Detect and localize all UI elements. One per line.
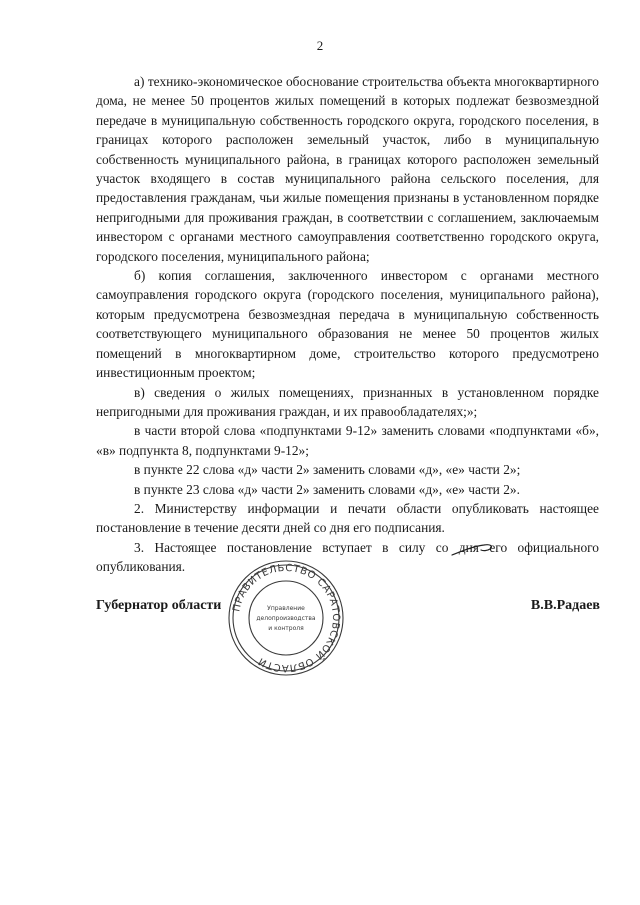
document-body — [96, 72, 599, 577]
paragraph-part-two: в части второй слова «подпунктами 9-12» заменить словами «подпунктами «б», «в» подпункта 8, подпунктами 9-12»; — [96, 423, 599, 458]
page-number: 2 — [316, 38, 324, 53]
paragraph-point-22: в пункте 22 слова «д» части 2» заменить словами «д», «е» части 2»; — [134, 462, 521, 478]
paragraph-section-2: 2. Министерству информации и печати области опубликовать настоящее постановление в течение десяти дней со дня его подписания. — [96, 500, 599, 536]
paragraph-point-23: в пункте 23 слова «д» части 2» заменить словами «д», «е» части 2». — [134, 481, 520, 497]
paragraph-b: б) копия соглашения, заключенного инвестором с органами местного самоуправления городского округа (городского поселения, муниципального района), которым предусмотрена безвозмездная передача в муниципальную собственность соответствующего муниципального образования не менее 50 процентов жилых помещений в многоквартирном доме, строительство которого предусмотрено инвестиционным проектом; — [96, 268, 599, 381]
seal-ring-text: ПРАВИТЕЛЬСТВО САРАТОВСКОЙ ОБЛАСТИ — [231, 562, 342, 674]
signatory-name: В.В.Радаев — [530, 598, 600, 613]
signatory-title: Губернатор области — [96, 598, 222, 613]
paragraph-section-3: 3. Настоящее постановление вступает в силу со дня его официального опубликования. — [96, 539, 599, 575]
seal-center-line-2: делопроизводства — [256, 615, 316, 622]
paragraph-v: в) сведения о жилых помещениях, признанных в установленном порядке непригодными для проживания граждан, и их правообладателях;»; — [96, 384, 599, 419]
seal-center-line-3: и контроля — [268, 625, 304, 632]
paragraph-a: а) технико-экономическое обоснование строительства объекта многоквартирного дома, не менее 50 процентов жилых помещений в которых подлежат безвозмездной передаче в муниципальную собственность городского округа, городского поселения, в границах которого расположен земельный участок, либо в муниципальную собственность муниципального района, в границах которого расположен земельный участок входящего в состав муниципального района сельского поселения, для предоставления гражданам, чьи жилые помещения признаны в установленном порядке непригодными для проживания граждан, в соответствии с соглашением, заключаемым инвестором с органами местного самоуправления соответственно городского округа, городского поселения, муниципального района; — [96, 74, 599, 264]
signature-block — [96, 598, 606, 628]
seal-center-line-1: Управление — [267, 605, 305, 612]
handwritten-signature — [450, 540, 500, 562]
